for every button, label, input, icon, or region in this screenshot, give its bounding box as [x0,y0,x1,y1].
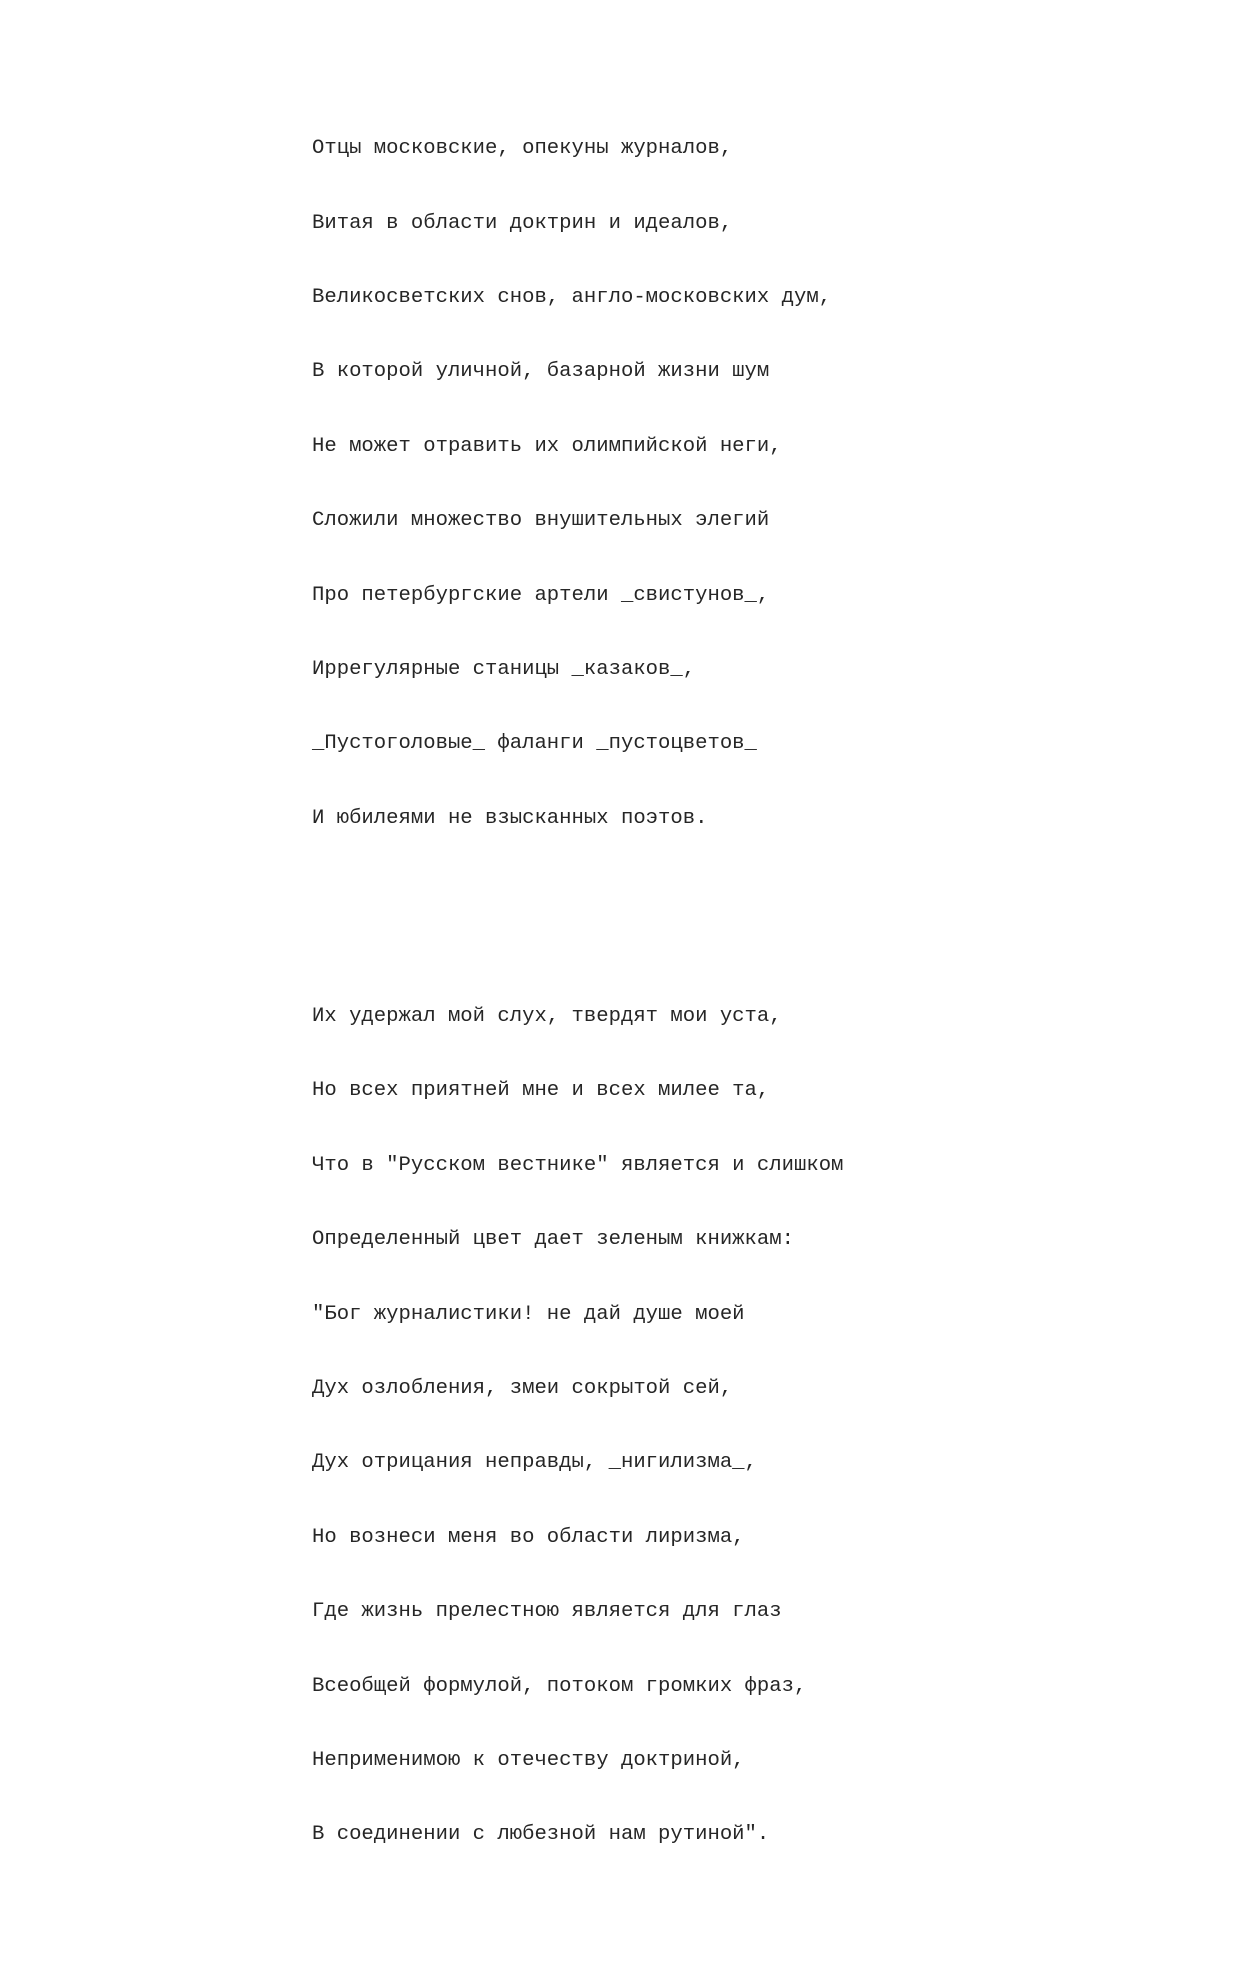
poem-line: _Пустоголовые_ фаланги _пустоцветов_ [312,732,757,756]
poem-line: Но вознеси меня во области лиризма, [312,1525,745,1549]
poem-line: Дух отрицания неправды, _нигилизма_, [312,1451,757,1475]
poem-line: Неприменимою к отечеству доктриной, [312,1748,745,1772]
poem-line: Иррегулярные станицы _казаков_, [312,657,696,681]
poem-line: Отцы московские, опекуны журналов, [312,137,733,161]
poem-line: Их удержал мой слух, твердят мои уста, [312,1005,782,1029]
poem-line: Про петербургские артели _свистунов_, [312,583,770,607]
poem-line: Где жизнь прелестною является для глаз [312,1600,782,1624]
poem-line: В соединении с любезной нам рутиной". [312,1823,770,1847]
poem-line: Всеобщей формулой, потоком громких фраз, [312,1674,807,1698]
stanza-2 [312,955,843,1897]
poem-line: Не может отравить их олимпийской неги, [312,434,782,458]
poem-line: Витая в области доктрин и идеалов, [312,211,733,235]
poem-line: Что в "Русском вестнике" является и слишком [312,1153,844,1177]
poem-text [312,38,843,1972]
poem-line: Великосветских снов, англо-московских дум, [312,285,832,309]
poem-line: Определенный цвет дает зеленым книжкам: [312,1228,794,1252]
poem-line: И юбилеями не взысканных поэтов. [312,806,708,830]
poem-line: Дух озлобления, змеи сокрытой сей, [312,1377,733,1401]
poem-line: Сложили множество внушительных элегий [312,509,770,533]
poem-line: В которой уличной, базарной жизни шум [312,360,770,384]
stanza-1 [312,88,843,882]
poem-line: Но всех приятней мне и всех милее та, [312,1079,770,1103]
poem-line: "Бог журналистики! не дай душе моей [312,1302,745,1326]
